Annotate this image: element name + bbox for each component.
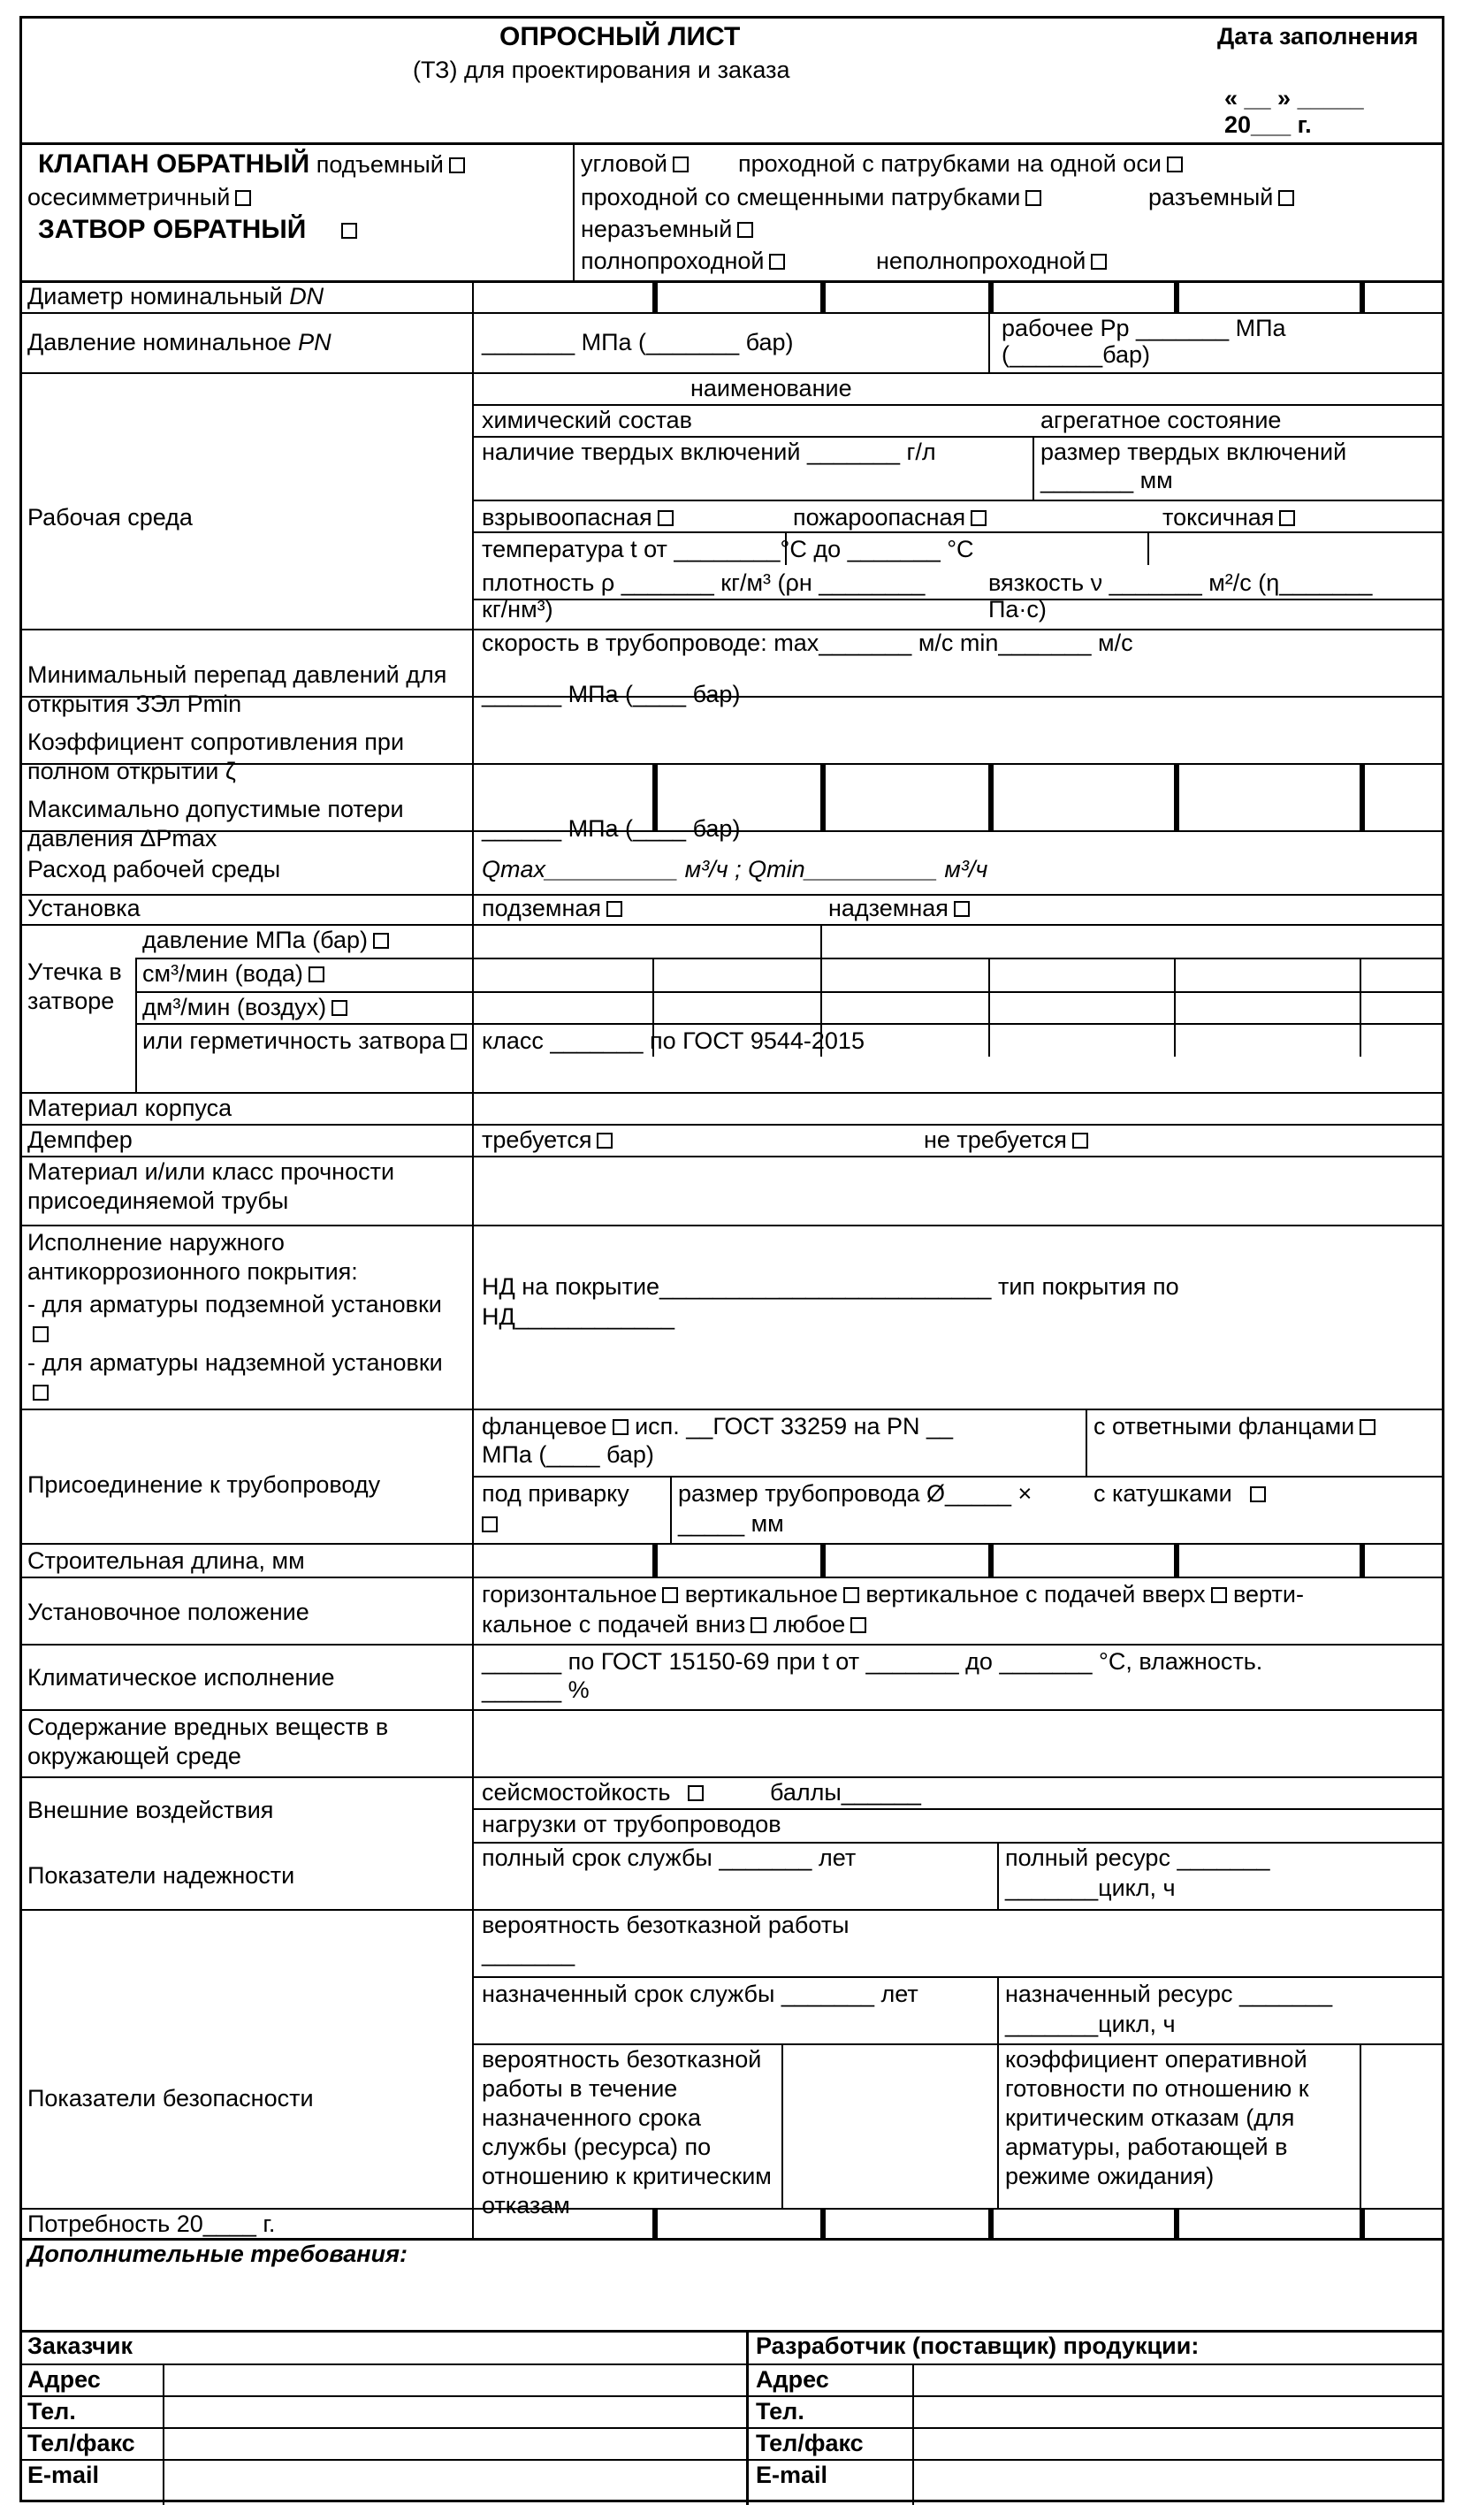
straight-checkbox[interactable] [1167,157,1183,172]
tightness-class-field[interactable]: класс _______ по ГОСТ 9544-2015 [482,1027,865,1054]
any-position-checkbox[interactable] [850,1617,866,1633]
coating-above-checkbox[interactable] [33,1385,49,1401]
max-loss-field[interactable]: ______ МПа (____ бар) [482,815,741,842]
pn-label: Давление номинальное PN [27,329,331,355]
position-label: Установочное положение [27,1599,309,1625]
nonsplit-option: неразъемный [581,215,753,244]
leak-pressure-checkbox[interactable] [373,933,389,949]
underground-checkbox[interactable] [606,901,622,917]
external-label: Внешние воздействия [27,1797,274,1823]
horizontal-checkbox[interactable] [662,1587,678,1603]
above-option: надземная [828,894,970,923]
form-title: ОПРОСНЫЙ ЛИСТ [499,22,741,51]
angle-option: угловой [581,149,689,179]
failure-free-label: вероятность безотказной работы [482,1912,850,1938]
customer-fax-label: Тел/факс [27,2430,135,2456]
leak-pressure-option: давление МПа (бар) [142,926,389,955]
coating-underground-option: - для арматуры подземной установки [27,1290,461,1348]
max-loss-label: Максимально допустимые потери давления ΔPmax [27,796,404,851]
body-material-label: Материал корпуса [27,1095,232,1121]
straight-option: проходной с патрубками на одной оси [738,149,1183,179]
flow-field[interactable]: Qmax__________ м³/ч ; Qmin__________ м³/ч [482,856,988,882]
climate-label: Климатическое исполнение [27,1664,335,1691]
reliability-label: Показатели надежности [27,1862,295,1889]
leak-water-checkbox[interactable] [309,966,324,982]
temperature-field[interactable]: температура t от ________°С до _______ °С [482,536,974,562]
split-checkbox[interactable] [1278,190,1294,206]
damper-not-required-checkbox[interactable] [1072,1133,1088,1149]
leak-water-option: см³/мин (вода) [142,959,324,989]
date-label: Дата заполнения [1217,23,1419,50]
position-options-line1: горизонтальное вертикальное вертикальное с подачей вверх верти- [482,1581,1304,1607]
developer-tel-label: Тел. [756,2398,804,2425]
pipe-speed-field[interactable]: скорость в трубопроводе: max_______ м/с min_______ м/с [482,630,1133,656]
dn-label: Диаметр номинальный DN [27,283,324,309]
flanged-checkbox[interactable] [613,1419,629,1435]
viscosity-dyn-field[interactable]: Па·с) [988,596,1047,622]
climate-field[interactable]: ______ по ГОСТ 15150-69 при t от _______ до _______ °С, влажность. [482,1648,1263,1675]
pipe-material-label: Материал и/или класс прочности присоединяемой трубы [27,1158,395,1214]
coils-checkbox[interactable] [1250,1486,1266,1502]
safety-label: Показатели безопасности [27,2085,314,2111]
working-pressure-bar-field[interactable]: (_______бар) [1002,341,1150,368]
weld-option-box [476,1509,498,1539]
questionnaire-form [19,16,1444,2502]
full-resource-field[interactable]: полный ресурс _______ [1005,1844,1270,1871]
developer-heading: Разработчик (поставщик) продукции: [756,2333,1200,2359]
flammable-checkbox[interactable] [971,510,987,526]
assigned-life-field[interactable]: назначенный срок службы _______ лет [482,1981,918,2007]
above-checkbox[interactable] [954,901,970,917]
nonsplit-checkbox[interactable] [737,222,753,238]
reduced-checkbox[interactable] [1091,254,1107,270]
coils-option: с катушками [1093,1479,1266,1508]
damper-label: Демпфер [27,1126,133,1153]
seismic-points-field[interactable]: баллы______ [770,1779,921,1806]
full-cycles-field[interactable]: _______цикл, ч [1005,1875,1176,1901]
lift-checkbox[interactable] [449,157,465,173]
viscosity-field[interactable]: вязкость ν _______ м²/с (η_______ [988,569,1373,596]
pn-value-field[interactable]: _______ МПа (_______ бар) [482,329,794,355]
readiness-coef-label: коэффициент оперативной готовности по отношению к критическим отказам (для арматуры, работающей в режиме ожидания) [1005,2046,1309,2189]
flammable-option: пожароопасная [793,503,987,532]
axisym-checkbox[interactable] [235,190,251,206]
harmful-label: Содержание вредных веществ в окружающей среде [27,1714,389,1769]
assigned-cycles-field[interactable]: _______цикл, ч [1005,2011,1176,2037]
developer-fax-label: Тел/факс [756,2430,864,2456]
medium-label: Рабочая среда [27,504,193,531]
toxic-option: токсичная [1162,503,1295,532]
developer-address-label: Адрес [756,2366,829,2393]
assigned-resource-field[interactable]: назначенный ресурс _______ [1005,1981,1333,2007]
leak-label: Утечка в затворе [27,958,122,1014]
toxic-checkbox[interactable] [1279,510,1295,526]
failure-free-field[interactable]: _______ [482,1940,575,1966]
zeta-label: Коэффициент сопротивления при полном открытии ζ [27,729,405,784]
connection-label: Присоединение к трубопроводу [27,1471,381,1498]
extra-requirements-label: Дополнительные требования: [27,2241,408,2267]
min-dp-field[interactable]: ______ МПа (____ бар) [482,681,741,707]
fullbore-checkbox[interactable] [769,254,785,270]
counter-flanges-option: с ответными фланцами [1093,1412,1375,1441]
safety-probability-label: вероятность безотказной работы в течение назначенного срока службы (ресурса) по отношению к критическим отказам [482,2046,772,2218]
min-dp-label: Минимальный перепад давлений для открытия ЗЭл Pmin [27,661,447,717]
gate-checkbox[interactable] [341,223,357,239]
offset-checkbox[interactable] [1025,190,1041,206]
explosive-checkbox[interactable] [658,510,674,526]
damper-not-required-option: не требуется [924,1126,1088,1155]
damper-required-checkbox[interactable] [597,1133,613,1149]
seismic-option: сейсмостойкость [482,1778,704,1807]
offset-option: проходной со смещенными патрубками [581,183,1041,212]
date-year-field[interactable]: 20___ г. [1224,111,1312,138]
seismic-checkbox[interactable] [688,1785,704,1801]
tightness-option: или герметичность затвора [142,1027,469,1056]
date-day-field[interactable]: « __ » _____ [1224,85,1364,111]
medium-name-field[interactable]: наименование [690,375,852,401]
vertical-down-checkbox[interactable] [751,1617,766,1633]
angle-checkbox[interactable] [673,157,689,172]
explosive-option: взрывоопасная [482,503,674,532]
coating-above-option: - для арматуры надземной установки [27,1348,461,1407]
medium-state-field[interactable]: агрегатное состояние [1040,407,1282,433]
counter-flanges-checkbox[interactable] [1360,1419,1375,1435]
vertical-checkbox[interactable] [843,1587,859,1603]
length-label: Строительная длина, мм [27,1547,305,1574]
density-field[interactable]: плотность ρ _______ кг/м³ (ρн ________ [482,569,926,596]
flow-label: Расход рабочей среды [27,856,281,882]
coating-label: Исполнение наружного антикоррозионного покрытия: [27,1229,358,1285]
position-options-line2: кальное с подачей вниз любое [482,1610,866,1639]
axisym-option: осесимметричный [27,183,251,212]
leak-air-option: дм³/мин (воздух) [142,993,347,1022]
check-valve-lift: КЛАПАН ОБРАТНЫЙ подъемный [38,149,465,179]
demand-field[interactable]: Потребность 20____ г. [27,2211,276,2237]
flanged-option: фланцевое исп. __ГОСТ 33259 на PN __ [482,1413,954,1439]
full-life-field[interactable]: полный срок службы _______ лет [482,1844,857,1871]
pipe-wall-field[interactable]: _____ мм [678,1510,784,1537]
developer-email-label: E-mail [756,2462,828,2488]
customer-tel-label: Тел. [27,2398,76,2425]
split-option: разъемный [1148,183,1294,212]
working-pressure-field[interactable]: рабочее Pр _______ МПа [1002,315,1286,341]
customer-email-label: E-mail [27,2462,100,2488]
install-label: Установка [27,895,141,921]
leak-air-checkbox[interactable] [331,1000,347,1016]
reduced-option: неполнопроходной [876,247,1107,276]
form-subtitle: (ТЗ) для проектирования и заказа [413,57,790,83]
fullbore-option: полнопроходной [581,247,785,276]
pipe-size-field[interactable]: размер трубопровода Ø_____ × [678,1480,1032,1507]
flange-pressure-field[interactable]: МПа (____ бар) [482,1441,654,1468]
vertical-up-checkbox[interactable] [1211,1587,1227,1603]
coating-type-field[interactable]: НД____________ [482,1303,674,1330]
coating-nd-field[interactable]: НД на покрытие_________________________ тип покрытия по [482,1273,1179,1300]
customer-address-label: Адрес [27,2366,101,2393]
humidity-field[interactable]: ______ % [482,1676,590,1703]
medium-chem-field[interactable]: химический состав [482,407,693,433]
underground-option: подземная [482,894,622,923]
damper-required-option: требуется [482,1126,613,1155]
customer-heading: Заказчик [27,2333,133,2359]
medium-solids-field[interactable]: наличие твердых включений _______ г/л [482,439,936,465]
solids-size-label: размер твердых включений [1040,439,1347,465]
solids-size-field[interactable]: _______ мм [1040,467,1173,493]
density-norm-field[interactable]: кг/нм³) [482,596,553,622]
pipe-loads-field[interactable]: нагрузки от трубопроводов [482,1811,781,1837]
weld-checkbox[interactable] [482,1516,498,1532]
weld-option: под приварку [482,1480,629,1507]
check-gate-option: ЗАТВОР ОБРАТНЫЙ [38,215,357,244]
coating-underground-checkbox[interactable] [33,1326,49,1342]
tightness-checkbox[interactable] [451,1034,467,1050]
